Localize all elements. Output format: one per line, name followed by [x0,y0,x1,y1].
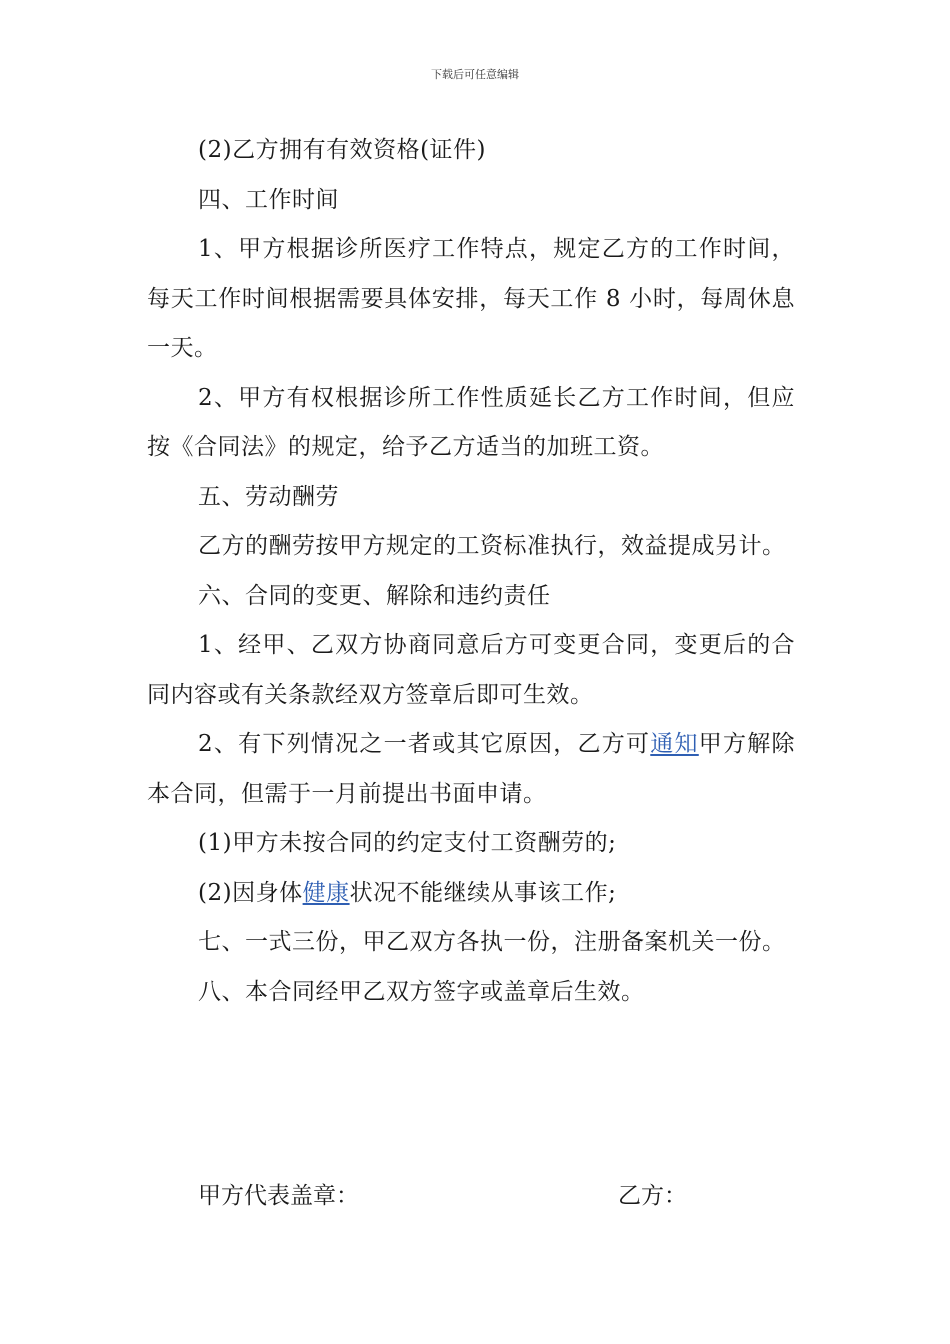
section-heading-work-time: 四、工作时间 [198,186,339,213]
party-b-signature-label: 乙方： [618,1183,687,1209]
notify-link[interactable]: 通知 [650,731,699,757]
section-heading-remuneration: 五、劳动酬劳 [198,483,339,510]
paragraph-copies: 七、一式三份，甲乙双方各执一份，注册备案机关一份。 [198,929,786,955]
paragraph-work-time-1: 1、甲方根据诊所医疗工作特点，规定乙方的工作时间，每天工作时间根据需要具体安排，每天工作 8 小时，每周休息一天。 [147,236,795,361]
paragraph-work-time-2: 2、甲方有权根据诊所工作性质延长乙方工作时间，但应按《合同法》的规定，给予乙方适当的加班工资。 [147,384,795,460]
paragraph-condition-2 [147,869,795,919]
paragraph-changes-1: 1、经甲、乙双方协商同意后方可变更合同，变更后的合同内容或有关条款经双方签章后即可生效。 [147,632,795,708]
paragraph-changes-2-text-before: 2、有下列情况之一者或其它原因，乙方可 [198,731,651,757]
contract-body [147,126,795,1017]
party-a-signature-label: 甲方代表盖章： [198,1183,359,1209]
paragraph-changes-2 [147,720,795,819]
section-heading-contract-changes: 六、合同的变更、解除和违约责任 [198,582,551,609]
paragraph-qualification: (2)乙方拥有有效资格(证件) [198,137,487,163]
paragraph-condition-1: (1)甲方未按合同的约定支付工资酬劳的; [198,830,617,856]
paragraph-remuneration: 乙方的酬劳按甲方规定的工资标准执行，效益提成另计。 [198,533,786,559]
paragraph-effective: 八、本合同经甲乙双方签字或盖章后生效。 [198,978,645,1005]
paragraph-condition-2-text-before: (2)因身体 [198,879,303,906]
signature-row [198,1172,758,1222]
paragraph-condition-2-text-after: 状况不能继续从事该工作; [349,879,617,906]
paragraph-changes-2-text-after: 甲方解除本合同，但需于一月前提出书面申请。 [147,731,796,807]
page-header: 下载后可任意编辑 [431,68,519,81]
health-link[interactable]: 健康 [302,879,350,906]
